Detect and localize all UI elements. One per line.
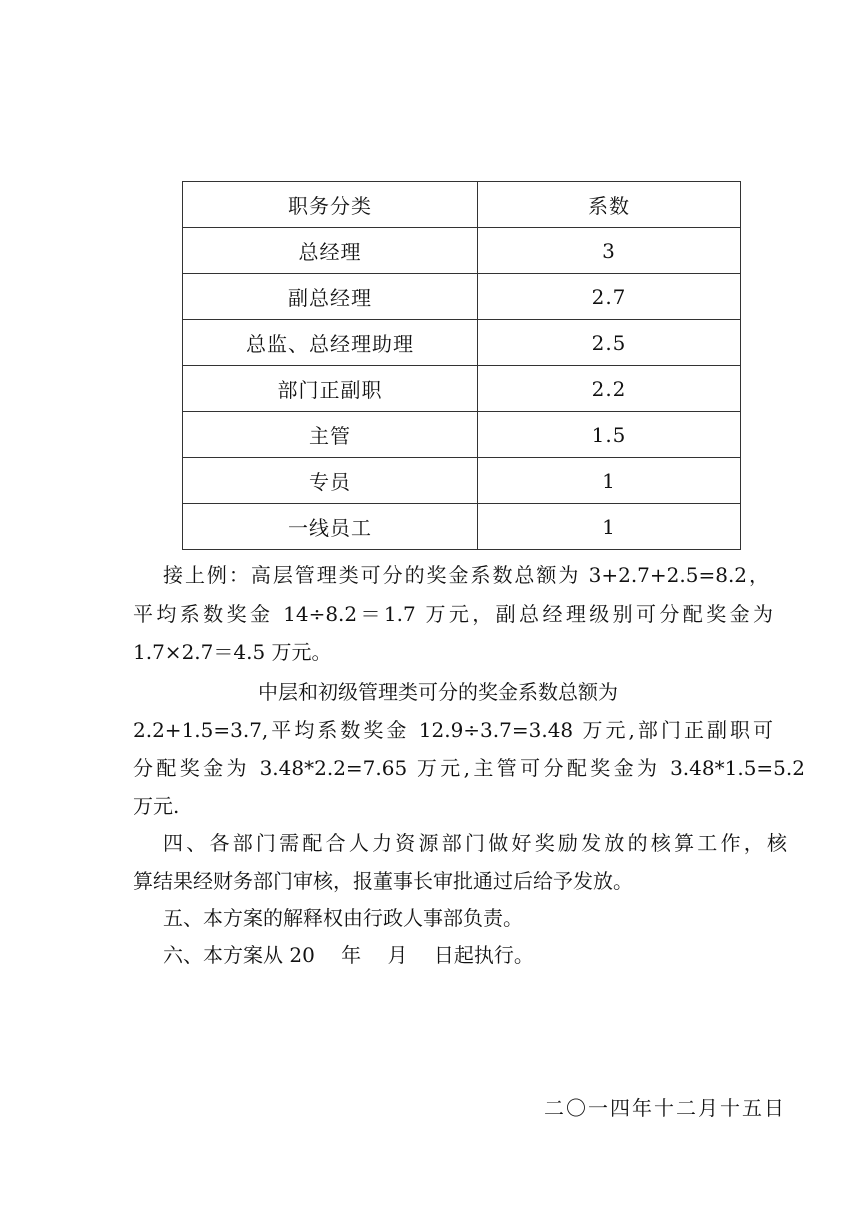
cell-position: 总经理	[183, 228, 478, 274]
table-header-row	[183, 182, 741, 228]
cell-position: 部门正副职	[183, 366, 478, 412]
document-date: 二〇一四年十二月十五日	[544, 1096, 786, 1120]
cell-coefficient: 1	[478, 458, 741, 504]
cell-coefficient: 1.5	[478, 412, 741, 458]
paragraph-1-line-2: 平均系数奖金 14÷8.2＝1.7 万元，副总经理级别可分配奖金为	[133, 602, 773, 626]
cell-position: 一线员工	[183, 504, 478, 550]
header-coefficient: 系数	[478, 182, 741, 228]
paragraph-3-line-1: 四、各部门需配合人力资源部门做好奖励发放的核算工作，核	[163, 831, 787, 855]
cell-coefficient: 3	[478, 228, 741, 274]
cell-position: 主管	[183, 412, 478, 458]
header-position: 职务分类	[183, 182, 478, 228]
paragraph-4: 五、本方案的解释权由行政人事部负责。	[163, 906, 523, 930]
cell-coefficient: 1	[478, 504, 741, 550]
table-row	[183, 228, 741, 274]
paragraph-2-line-1: 中层和初级管理类可分的奖金系数总额为	[258, 680, 618, 704]
table-row	[183, 458, 741, 504]
cell-position: 副总经理	[183, 274, 478, 320]
paragraph-1-line-1: 接上例：高层管理类可分的奖金系数总额为 3+2.7+2.5=8.2，	[163, 563, 769, 587]
table-row	[183, 366, 741, 412]
cell-coefficient: 2.5	[478, 320, 741, 366]
table-row	[183, 412, 741, 458]
cell-coefficient: 2.2	[478, 366, 741, 412]
paragraph-2-line-3: 分配奖金为 3.48*2.2=7.65 万元,主管可分配奖金为 3.48*1.5=5.2	[133, 756, 805, 780]
paragraph-3-line-2: 算结果经财务部门审核，报董事长审批通过后给予发放。	[133, 869, 633, 893]
paragraph-5: 六、本方案从 20 年 月 日起执行。	[163, 943, 534, 967]
paragraph-2-line-2: 2.2+1.5=3.7,平均系数奖金 12.9÷3.7=3.48 万元,部门正副职可	[133, 718, 773, 742]
table-row	[183, 504, 741, 550]
cell-position: 专员	[183, 458, 478, 504]
coefficient-table	[182, 181, 741, 550]
table-row	[183, 320, 741, 366]
table-row	[183, 274, 741, 320]
cell-coefficient: 2.7	[478, 274, 741, 320]
paragraph-1-line-3: 1.7×2.7＝4.5 万元。	[133, 640, 332, 664]
cell-position: 总监、总经理助理	[183, 320, 478, 366]
paragraph-2-line-4: 万元.	[133, 794, 180, 818]
